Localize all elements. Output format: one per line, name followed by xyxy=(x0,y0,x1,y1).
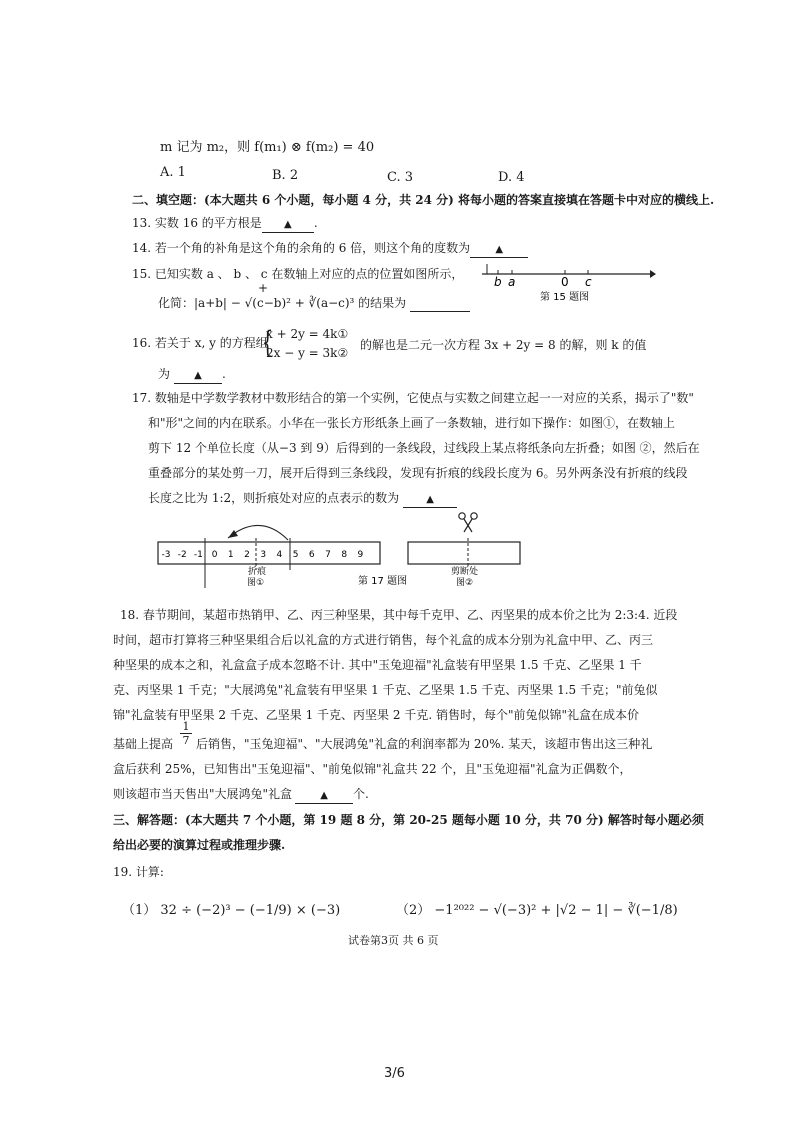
q18-line-8 xyxy=(113,787,369,804)
q17-figures xyxy=(150,508,530,590)
q18-line-1: 18. 春节期间，某超市热销甲、乙、丙三种坚果，其中每千克甲、乙、丙坚果的成本价之比为 2:3:4. 近段 xyxy=(120,608,678,622)
q15-caption: 第 15 题图 xyxy=(540,292,590,303)
fig2-name: 图② xyxy=(456,578,474,588)
option-a: A. 1 xyxy=(160,165,186,180)
label-zero: 0 xyxy=(561,275,569,289)
q17-line-5-text: 长度之比为 1:2，则折痕处对应的点表示的数为 xyxy=(148,491,400,505)
option-d: D. 4 xyxy=(498,170,525,185)
q17-line-5 xyxy=(148,491,457,508)
q18-line-6-pre: 基础上提高 xyxy=(113,737,174,751)
q18-frac-den: 7 xyxy=(182,734,190,747)
option-b: B. 2 xyxy=(272,168,299,183)
q18-line-8-text: 则该超市当天售出"大展鸿兔"礼盒 xyxy=(113,787,293,801)
q18-line-2: 时间，超市打算将三种坚果组合后以礼盒的方式进行销售，每个礼盒的成本分别为礼盒中甲、乙、丙三 xyxy=(113,633,654,647)
q16-eq1: x + 2y = 4k① xyxy=(266,327,349,341)
option-c: C. 3 xyxy=(387,170,414,185)
ruler-label: 9 xyxy=(357,550,364,560)
q13-mark: ▲ xyxy=(283,219,292,230)
q15-line2 xyxy=(158,296,470,312)
q15-line1: 15. 已知实数 a 、 b 、 c 在数轴上对应的点的位置如图所示， xyxy=(132,267,464,281)
q15-plus-mark: + xyxy=(258,281,269,295)
ruler-label: 6 xyxy=(308,550,315,560)
q16-line2 xyxy=(158,367,226,384)
ruler-label: -2 xyxy=(177,550,187,560)
q18-blank xyxy=(295,787,353,804)
label-b: b xyxy=(494,275,502,289)
q18-line-7: 盒后获利 25%，已知售出"玉兔迎福"、"前兔似锦"礼盒共 22 个，且"玉兔迎福"礼盒为正偶数个， xyxy=(113,762,632,776)
ruler-label: 7 xyxy=(325,550,331,560)
ruler-label: 0 xyxy=(211,550,218,560)
fold-arrowhead-icon xyxy=(228,530,238,538)
q19-part2: （2） −1²⁰²² − √(−3)² + |√2 − 1| − ∛(−1/8) xyxy=(396,903,678,918)
q16-mark: ▲ xyxy=(194,370,202,381)
prev-question-line: m 记为 m₂，则 f(m₁) ⊗ f(m₂) = 40 xyxy=(160,140,375,155)
q15-expression: 化简：|a+b| − √(c−b)² + ∛(a−c)³ 的结果为 xyxy=(158,296,407,310)
question-14 xyxy=(132,241,528,258)
q19-part1: （1） 32 ÷ (−2)³ − (−1/9) × (−3) xyxy=(122,903,341,918)
q16-blank xyxy=(174,367,222,384)
axis-arrow-icon xyxy=(650,270,656,278)
section2-heading: 二、填空题：(本大题共 6 个小题，每小题 4 分，共 24 分) 将每小题的答案直接填在答题卡中对应的横线上. xyxy=(132,193,715,207)
q13-end: . xyxy=(313,216,318,230)
q17-line-2: 和"形"之间的内在联系。小华在一张长方形纸条上画了一条数轴，进行如下操作：如图①，在数轴上 xyxy=(148,416,676,430)
fig1-name: 图① xyxy=(247,578,265,588)
q17-blank xyxy=(403,491,457,508)
label-c: c xyxy=(585,275,592,289)
q18-frac-num: 1 xyxy=(180,720,192,734)
section3-heading-line1: 三、解答题：(本大题共 7 个小题，第 19 题 8 分，第 20-25 题每小题 10 分，共 70 分) 解答时每小题必须 xyxy=(113,813,704,827)
q18-line-6-post: 后销售，"玉兔迎福"、"大展鸿兔"礼盒的利润率都为 20%. 某天，该超市售出这三种礼 xyxy=(196,737,653,751)
page-footer: 试卷第3页 共 6 页 xyxy=(348,934,439,947)
fig2-strip xyxy=(408,542,520,564)
q19-label: 19. 计算: xyxy=(113,865,164,879)
q16-line2-text: 为 xyxy=(158,367,171,381)
q13-blank xyxy=(262,216,314,233)
q14-text: 14. 若一个角的补角是这个角的余角的 6 倍，则这个角的度数为 xyxy=(132,241,471,255)
q16-prefix: 16. 若关于 x, y 的方程组 xyxy=(132,336,268,350)
q18-line-3: 种坚果的成本之和，礼盒盒子成本忽略不计. 其中"玉兔迎福"礼盒装有甲坚果 1.5 千克、乙坚果 1 千 xyxy=(113,658,642,672)
question-13 xyxy=(132,216,318,233)
q16-end: . xyxy=(222,367,226,381)
q17-caption: 第 17 题图 xyxy=(358,576,408,587)
ruler-label: 2 xyxy=(244,550,250,560)
q15-number-line xyxy=(478,252,656,304)
q16-suffix: 的解也是二元一次方程 3x + 2y = 8 的解，则 k 的值 xyxy=(360,338,647,352)
q18-line-5: 锦"礼盒装有甲坚果 2 千克、乙坚果 1 千克、丙坚果 2 千克. 销售时，每个"前兔似锦"礼盒在成本价 xyxy=(113,708,639,722)
ruler-label: -3 xyxy=(161,550,171,560)
ruler-label: 5 xyxy=(292,550,299,560)
q17-line-3: 剪下 12 个单位长度（从−3 到 9）后得到的一条线段，过线段上某点将纸条向左折叠；如图 ②，然后在 xyxy=(148,441,700,455)
fig1-label: 折痕 xyxy=(248,567,267,577)
q14-mark: ▲ xyxy=(495,244,504,255)
fig1-ruler-labels xyxy=(162,550,364,560)
fold-arrow-icon xyxy=(228,525,288,540)
fig2-label: 剪断处 xyxy=(451,567,479,577)
q17-mark: ▲ xyxy=(426,494,434,505)
ruler-label: 1 xyxy=(227,550,234,560)
q18-line-8-end: 个. xyxy=(353,787,369,801)
q17-line-1: 17. 数轴是中学数学教材中数形结合的第一个实例，它使点与实数之间建立起一一对应的关系，揭示了"数" xyxy=(132,391,694,405)
ruler-label: -1 xyxy=(193,550,203,560)
q17-line-4: 重叠部分的某处剪一刀，展开后得到三条线段，发现有折痕的线段长度为 6。另外两条没有折痕的线段 xyxy=(148,466,688,480)
ruler-label: 8 xyxy=(341,550,348,560)
q18-line-4: 克、丙坚果 1 千克；"大展鸿兔"礼盒装有甲坚果 1 千克、乙坚果 1.5 千克、丙坚果 1.5 千克；"前兔似 xyxy=(113,683,658,697)
ruler-label: 4 xyxy=(276,550,283,560)
section3-heading-line2: 给出必要的演算过程或推理步骤. xyxy=(113,838,286,852)
page-counter: 3/6 xyxy=(384,1066,405,1081)
label-a: a xyxy=(508,275,516,289)
q18-mark: ▲ xyxy=(320,790,328,801)
q16-brace: { xyxy=(261,325,274,360)
scissors-icon xyxy=(459,513,477,532)
q15-blank xyxy=(410,296,470,312)
q16-eq2: 2x − y = 3k② xyxy=(266,346,349,360)
ruler-label: 3 xyxy=(260,550,267,560)
q13-text: 13. 实数 16 的平方根是 xyxy=(132,216,262,230)
q18-fraction xyxy=(180,720,192,747)
